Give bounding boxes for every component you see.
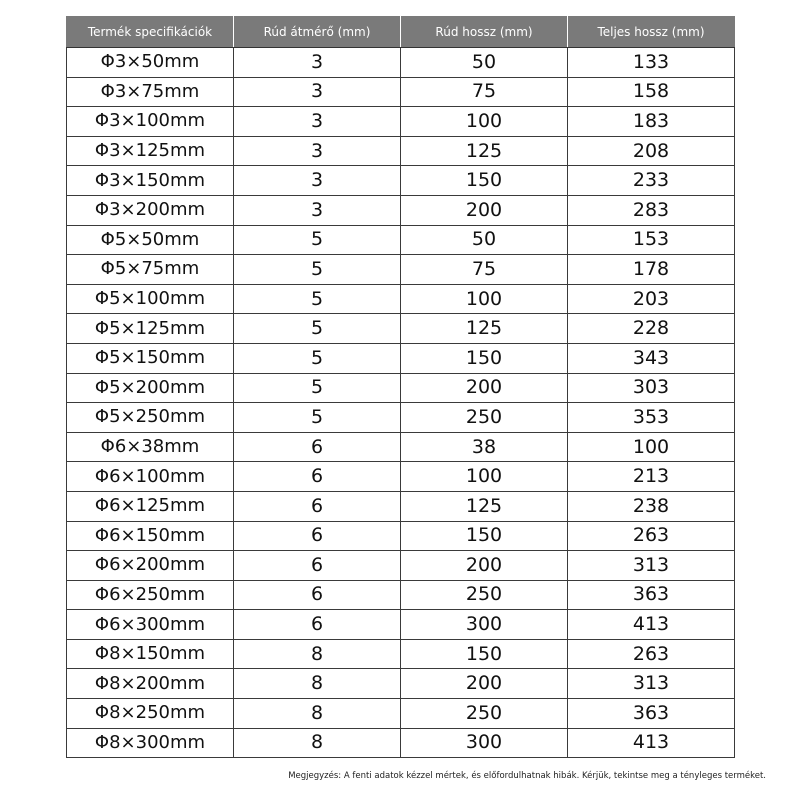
cell-rod-diameter: 8 <box>234 699 401 729</box>
cell-total-length: 100 <box>568 432 735 462</box>
cell-product-spec: Φ5×50mm <box>67 225 234 255</box>
table-header <box>67 16 735 48</box>
cell-rod-diameter: 8 <box>234 728 401 758</box>
cell-rod-length: 125 <box>401 136 568 166</box>
cell-product-spec: Φ5×150mm <box>67 343 234 373</box>
table-row <box>67 728 735 758</box>
cell-rod-length: 50 <box>401 48 568 78</box>
cell-product-spec: Φ8×200mm <box>67 669 234 699</box>
cell-product-spec: Φ8×250mm <box>67 699 234 729</box>
cell-rod-length: 200 <box>401 551 568 581</box>
cell-rod-length: 250 <box>401 580 568 610</box>
cell-product-spec: Φ5×125mm <box>67 314 234 344</box>
table-row <box>67 432 735 462</box>
cell-rod-diameter: 6 <box>234 551 401 581</box>
cell-total-length: 263 <box>568 521 735 551</box>
cell-rod-length: 150 <box>401 166 568 196</box>
cell-total-length: 413 <box>568 728 735 758</box>
table-row <box>67 77 735 107</box>
table-body <box>67 48 735 758</box>
cell-total-length: 183 <box>568 107 735 137</box>
cell-rod-diameter: 5 <box>234 343 401 373</box>
cell-rod-diameter: 3 <box>234 136 401 166</box>
cell-total-length: 353 <box>568 403 735 433</box>
table-row <box>67 255 735 285</box>
table-row <box>67 669 735 699</box>
cell-total-length: 233 <box>568 166 735 196</box>
table-row <box>67 195 735 225</box>
cell-total-length: 213 <box>568 462 735 492</box>
cell-total-length: 203 <box>568 284 735 314</box>
cell-rod-diameter: 6 <box>234 610 401 640</box>
cell-rod-diameter: 6 <box>234 580 401 610</box>
table-row <box>67 225 735 255</box>
header-total-length: Teljes hossz (mm) <box>568 16 735 48</box>
cell-total-length: 313 <box>568 669 735 699</box>
cell-rod-diameter: 3 <box>234 166 401 196</box>
cell-product-spec: Φ3×75mm <box>67 77 234 107</box>
cell-rod-length: 250 <box>401 699 568 729</box>
cell-total-length: 133 <box>568 48 735 78</box>
cell-total-length: 153 <box>568 225 735 255</box>
cell-total-length: 363 <box>568 699 735 729</box>
cell-total-length: 313 <box>568 551 735 581</box>
table-row <box>67 462 735 492</box>
table-row <box>67 107 735 137</box>
table-row <box>67 373 735 403</box>
cell-rod-diameter: 6 <box>234 432 401 462</box>
cell-rod-diameter: 5 <box>234 284 401 314</box>
cell-rod-length: 100 <box>401 462 568 492</box>
cell-rod-length: 50 <box>401 225 568 255</box>
table-row <box>67 403 735 433</box>
cell-product-spec: Φ6×300mm <box>67 610 234 640</box>
cell-rod-diameter: 5 <box>234 225 401 255</box>
cell-total-length: 178 <box>568 255 735 285</box>
cell-rod-length: 200 <box>401 373 568 403</box>
cell-product-spec: Φ3×150mm <box>67 166 234 196</box>
cell-rod-length: 150 <box>401 639 568 669</box>
table-row <box>67 284 735 314</box>
table-row <box>67 521 735 551</box>
header-rod-diameter: Rúd átmérő (mm) <box>234 16 401 48</box>
table-row <box>67 343 735 373</box>
cell-total-length: 263 <box>568 639 735 669</box>
table-row <box>67 166 735 196</box>
cell-rod-length: 300 <box>401 728 568 758</box>
cell-product-spec: Φ3×200mm <box>67 195 234 225</box>
cell-total-length: 363 <box>568 580 735 610</box>
cell-rod-diameter: 6 <box>234 462 401 492</box>
cell-rod-diameter: 3 <box>234 195 401 225</box>
table-row <box>67 639 735 669</box>
table-row <box>67 580 735 610</box>
cell-total-length: 208 <box>568 136 735 166</box>
cell-rod-length: 75 <box>401 77 568 107</box>
cell-rod-diameter: 3 <box>234 107 401 137</box>
cell-product-spec: Φ6×200mm <box>67 551 234 581</box>
cell-rod-diameter: 8 <box>234 669 401 699</box>
cell-product-spec: Φ3×100mm <box>67 107 234 137</box>
cell-total-length: 343 <box>568 343 735 373</box>
cell-rod-length: 125 <box>401 491 568 521</box>
cell-product-spec: Φ6×250mm <box>67 580 234 610</box>
cell-rod-diameter: 8 <box>234 639 401 669</box>
spec-table <box>66 16 735 758</box>
cell-rod-diameter: 5 <box>234 255 401 285</box>
cell-rod-length: 75 <box>401 255 568 285</box>
footnote: Megjegyzés: A fenti adatok kézzel mértek, és előfordulhatnak hibák. Kérjük, tekintse meg a tényleges terméket. <box>288 771 766 781</box>
cell-rod-length: 38 <box>401 432 568 462</box>
cell-rod-diameter: 3 <box>234 77 401 107</box>
table-row <box>67 551 735 581</box>
table-row <box>67 48 735 78</box>
cell-rod-diameter: 5 <box>234 403 401 433</box>
cell-rod-diameter: 5 <box>234 373 401 403</box>
cell-product-spec: Φ6×125mm <box>67 491 234 521</box>
table-row <box>67 491 735 521</box>
cell-product-spec: Φ5×75mm <box>67 255 234 285</box>
table-row <box>67 314 735 344</box>
cell-rod-diameter: 3 <box>234 48 401 78</box>
cell-product-spec: Φ3×125mm <box>67 136 234 166</box>
cell-rod-length: 150 <box>401 343 568 373</box>
header-row <box>67 16 735 48</box>
cell-rod-length: 250 <box>401 403 568 433</box>
cell-rod-length: 200 <box>401 669 568 699</box>
cell-product-spec: Φ6×38mm <box>67 432 234 462</box>
cell-rod-length: 200 <box>401 195 568 225</box>
table-row <box>67 610 735 640</box>
cell-rod-length: 100 <box>401 107 568 137</box>
cell-product-spec: Φ6×100mm <box>67 462 234 492</box>
cell-product-spec: Φ8×300mm <box>67 728 234 758</box>
cell-total-length: 228 <box>568 314 735 344</box>
cell-total-length: 238 <box>568 491 735 521</box>
cell-rod-diameter: 6 <box>234 491 401 521</box>
cell-rod-length: 100 <box>401 284 568 314</box>
cell-product-spec: Φ5×200mm <box>67 373 234 403</box>
cell-total-length: 413 <box>568 610 735 640</box>
header-rod-length: Rúd hossz (mm) <box>401 16 568 48</box>
cell-rod-length: 300 <box>401 610 568 640</box>
cell-product-spec: Φ3×50mm <box>67 48 234 78</box>
table-row <box>67 699 735 729</box>
cell-total-length: 303 <box>568 373 735 403</box>
cell-product-spec: Φ8×150mm <box>67 639 234 669</box>
cell-product-spec: Φ5×100mm <box>67 284 234 314</box>
header-product-spec: Termék specifikációk <box>67 16 234 48</box>
table-row <box>67 136 735 166</box>
cell-rod-length: 150 <box>401 521 568 551</box>
cell-total-length: 158 <box>568 77 735 107</box>
cell-rod-diameter: 6 <box>234 521 401 551</box>
cell-rod-diameter: 5 <box>234 314 401 344</box>
cell-rod-length: 125 <box>401 314 568 344</box>
cell-total-length: 283 <box>568 195 735 225</box>
cell-product-spec: Φ6×150mm <box>67 521 234 551</box>
cell-product-spec: Φ5×250mm <box>67 403 234 433</box>
